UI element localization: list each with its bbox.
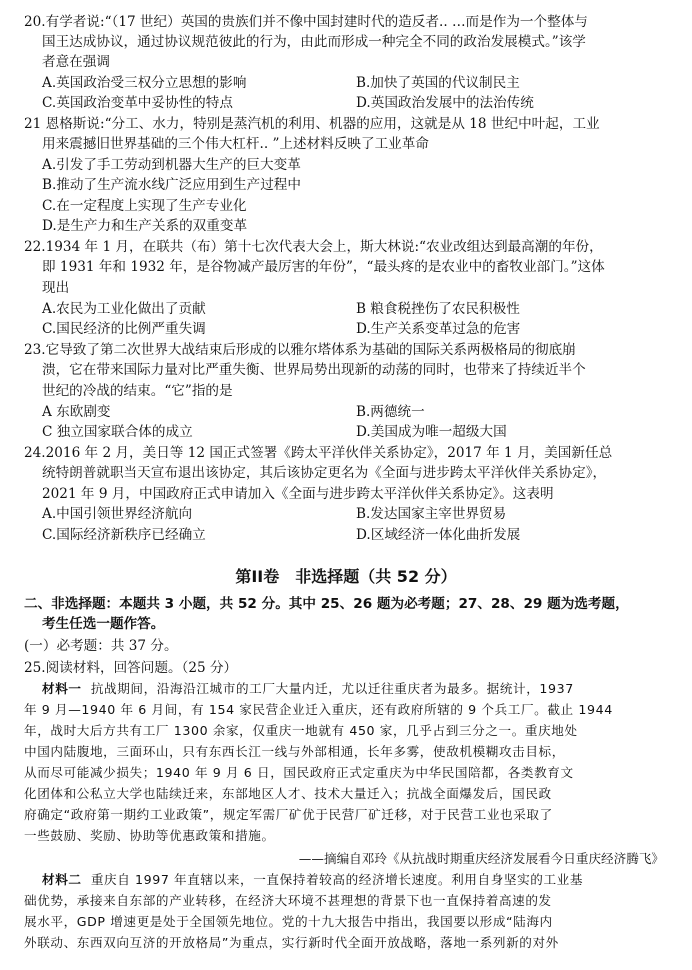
q25-material-1-line-4: 中国内陆腹地，三面环山，只有东西长江一线与外部相通，长年多雾，使敌机模糊攻击目标，	[24, 744, 565, 759]
q21-option-a: A.引发了手工劳动到机器大生产的巨大变革	[42, 157, 301, 173]
q23-option-a: A 东欧剧变	[42, 404, 111, 420]
q23-option-c: C 独立国家联合体的成立	[42, 424, 193, 440]
q20-option-a: A.英国政治受三权分立思想的影响	[42, 75, 247, 91]
q25-material-1-line-2: 年 9 月—1940 年 6 月间，有 154 家民营企业迁入重庆，还有政府所辖的 9 个兵工厂。截止 1944	[24, 702, 613, 717]
q23-stem-line-1: 23.它导致了第二次世界大战结束后形成的以雅尔塔体系为基础的国际关系两极格局的彻底崩	[24, 342, 576, 358]
q23-option-b: B.两德统一	[356, 404, 425, 420]
q21-stem-line-1: 21 恩格斯说:“分工、水力，特别是蒸汽机的利用、机器的应用，这就是从 18 世纪中叶起，工业	[24, 116, 600, 132]
q25-material-2-line-2: 础优势，承接来自东部的产业转移，在经济大环境不甚理想的背景下也一直保持着高速的发	[24, 893, 552, 908]
section-instructions-line-2: 考生任选一题作答。	[42, 616, 165, 632]
material-1-label: 材料一	[42, 681, 82, 696]
q20-stem-line-3: 者意在强调	[42, 54, 110, 70]
q24-stem-line-3: 2021 年 9 月，中国政府正式申请加入《全面与进步跨太平洋伙伴关系协定》。这表明	[42, 486, 554, 502]
q22-option-a: A.农民为工业化做出了贡献	[42, 301, 206, 317]
q22-option-d: D.生产关系变革过急的危害	[356, 321, 521, 337]
q22-stem-line-1: 22.1934 年 1 月，在联共（布）第十七次代表大会上，斯大林说:“农业改组达到最高潮的年份，	[24, 239, 603, 255]
material-1-text: 抗战期间，沿海沿江城市的工厂大量内迁，尤以迁往重庆者为最多。据统计，1937	[90, 681, 574, 696]
q25-material-1-line-6: 化团体和公私立大学也陆续迁来，东部地区人才、技术大量迁入；抗战全面爆发后，国民政	[24, 786, 552, 801]
q24-option-b: B.发达国家主宰世界贸易	[356, 506, 507, 522]
material-2-label: 材料二	[42, 872, 82, 887]
q22-stem-line-3: 现出	[42, 280, 70, 296]
q25-material-1-line-8: 一些鼓励、奖励、协助等优惠政策和措施。	[24, 828, 275, 843]
q21-stem-line-2: 用来震撼旧世界基础的三个伟大杠杆.. ”上述材料反映了工业革命	[42, 136, 429, 152]
q25-stem: 25.阅读材料，回答问题。（25 分）	[24, 660, 238, 676]
q24-option-d: D.区域经济一体化曲折发展	[356, 527, 521, 543]
q21-option-d: D.是生产力和生产关系的双重变革	[42, 218, 248, 234]
required-questions-heading: (一）必考题：共 37 分。	[24, 638, 178, 654]
q25-material-1-line-7: 府确定“政府第一期约工业政策”，规定军需厂矿优于民营厂矿迁移，对于民营工业也采取了	[24, 807, 553, 822]
q24-stem-line-1: 24.2016 年 2 月，美日等 12 国正式签署《跨太平洋伙伴关系协定》，2017 年 1 月，美国新任总	[24, 445, 613, 461]
q25-material-1-line-1	[42, 679, 574, 699]
q21-option-c: C.在一定程度上实现了生产专业化	[42, 198, 247, 214]
q23-option-d: D.美国成为唯一超级大国	[356, 424, 507, 440]
material-2-text: 重庆自 1997 年直辖以来，一直保持着较高的经济增长速度。利用自身坚实的工业基	[90, 872, 584, 887]
q23-stem-line-3: 世纪的冷战的结束。“它”指的是	[42, 383, 233, 399]
material-1-source: ——摘编自邓玲《从抗战时期重庆经济发展看今日重庆经济腾飞》	[298, 851, 664, 866]
q20-option-b: B.加快了英国的代议制民主	[356, 75, 520, 91]
q22-option-c: C.国民经济的比例严重失调	[42, 321, 206, 337]
q23-stem-line-2: 溃，它在带来国际力量对比严重失衡、世界局势出现新的动荡的同时，也带来了持续近半个	[42, 362, 586, 378]
section-instructions-line-1: 二、非选择题：本题共 3 小题，共 52 分。其中 25、26 题为必考题；27、28、29 题为选考题，	[24, 596, 629, 612]
q24-option-c: C.国际经济新秩序已经确立	[42, 527, 206, 543]
q20-stem-line-1: 20.有学者说:“（17 世纪）英国的贵族们并不像中国封建时代的造反者.. …而是作为一个整体与	[24, 14, 588, 30]
q25-material-1-line-3: 年，战时大后方共有工厂 1300 余家，仅重庆一地就有 450 家，几乎占到三分之一。重庆地处	[24, 723, 578, 738]
q22-stem-line-2: 即 1931 年和 1932 年，是谷物减产最厉害的年份”，“最头疼的是农业中的畜牧业部门。”这体	[42, 259, 605, 275]
q25-material-2-line-4: 外联动、东西双向互济的开放格局”为重点，实行新时代全面开放战略，落地一系列新的对外	[24, 935, 559, 950]
q21-option-b: B.推动了生产流水线广泛应用到生产过程中	[42, 177, 301, 193]
q22-option-b: B 粮食税挫伤了农民积极性	[356, 301, 520, 317]
section-title: 第II卷 非选择题（共 52 分）	[235, 567, 457, 586]
q20-stem-line-2: 国王达成协议，通过协议规范彼此的行为，由此而形成一种完全不同的政治发展模式。”该学	[42, 34, 586, 50]
q20-option-d: D.英国政治发展中的法治传统	[356, 95, 534, 111]
q20-option-c: C.英国政治变革中妥协性的特点	[42, 95, 233, 111]
q25-material-1-line-5: 从而尽可能减少损失；1940 年 9 月 6 日，国民政府正式定重庆为中华民国陪都，各类教育文	[24, 765, 574, 780]
q24-stem-line-2: 统特朗普就职当天宣布退出该协定，其后该协定更名为《全面与进步跨太平洋伙伴关系协定》，	[42, 465, 607, 481]
q24-option-a: A.中国引领世界经济航向	[42, 506, 193, 522]
q25-material-2-line-1	[42, 870, 583, 890]
q25-material-2-line-3: 展水平，GDP 增速更是处于全国领先地位。党的十九大报告中指出，我国要以形成“陆海内	[24, 914, 553, 929]
